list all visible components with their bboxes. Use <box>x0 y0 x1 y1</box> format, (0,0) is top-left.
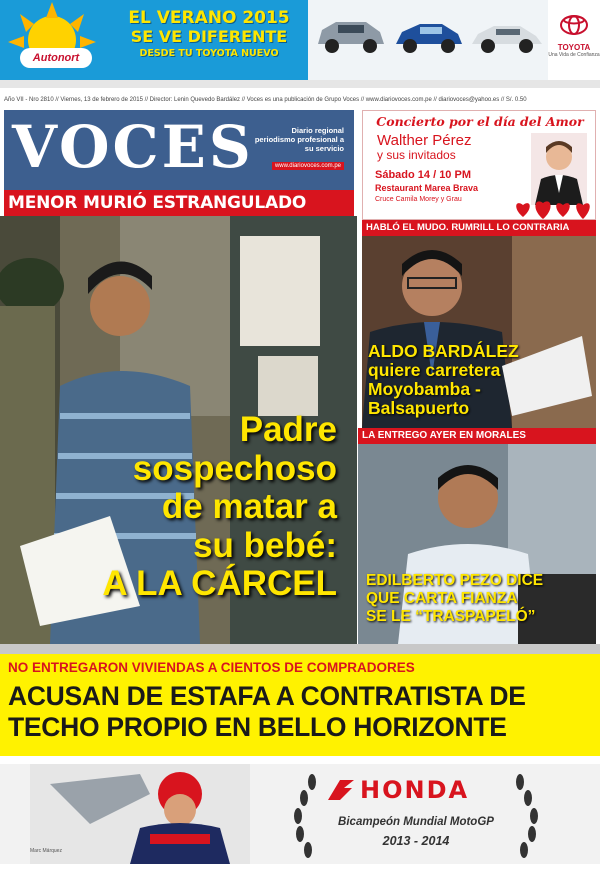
edition-info-line: Año VII - Nro 2810 // Viernes, 13 de febrero de 2015 // Director: Lenin Quevedo Bardález // Voces es una publicación de Grupo Voces // www.diariovoces.com.pe // diariovoces@yahoo.es // S/. 0.50 <box>4 97 527 103</box>
toyota-logo-box <box>548 0 600 80</box>
rider-signature-name: Marc Márquez <box>30 848 62 854</box>
motogp-champion-text: Bicampeón Mundial MotoGP <box>338 816 494 828</box>
lower-story-box[interactable] <box>0 654 600 756</box>
caption-line: ALDO BARDÁLEZ <box>368 341 519 361</box>
singer-portrait <box>531 133 587 205</box>
caption-line: SE LE “TRASPAPELÓ” <box>366 607 536 625</box>
hearts-icon <box>513 197 593 219</box>
ad-separator <box>0 80 600 88</box>
caption-line: Balsapuerto <box>368 397 470 418</box>
headline-line: A LA CÁRCEL <box>102 564 337 603</box>
main-headline[interactable] <box>37 411 337 604</box>
toyota-slogan <box>118 10 300 59</box>
concierto-ad[interactable] <box>362 110 596 220</box>
toyota-brand: TOYOTA <box>557 43 591 52</box>
toyota-tagline: Una Vida de Confianza <box>548 52 600 58</box>
caption-line: quiere carretera <box>368 359 501 380</box>
pezo-caption <box>366 572 543 625</box>
motogp-rider-image <box>30 764 250 864</box>
main-story-photo[interactable] <box>0 216 357 644</box>
concierto-address: Cruce Camila Morey y Grau <box>375 196 462 203</box>
section-strip-menor[interactable]: MENOR MURIÓ ESTRANGULADO <box>4 190 354 216</box>
toyota-emblem-icon <box>559 14 589 36</box>
car-lineup <box>308 0 548 80</box>
pezo-story-photo[interactable] <box>358 444 596 644</box>
newspaper-logo: VOCES <box>12 113 254 181</box>
toyota-ad-banner[interactable] <box>0 0 600 80</box>
headline-line: sospechoso <box>132 448 337 488</box>
concierto-title: Concierto por el día del Amor <box>376 114 584 129</box>
aldo-story-photo[interactable] <box>362 236 596 428</box>
artist-name: Walther Pérez <box>377 132 472 149</box>
honda-wing-icon <box>326 778 356 804</box>
honda-logo: HONDA <box>360 776 470 804</box>
lower-story-headline <box>8 681 598 742</box>
aldo-caption <box>368 342 519 418</box>
artist-guests: y sus invitados <box>377 147 456 162</box>
honda-ad-banner[interactable] <box>0 764 600 864</box>
headline-line: Padre <box>239 410 337 449</box>
suv-car-icon <box>314 14 388 58</box>
headline-line: TECHO PROPIO EN BELLO HORIZONTE <box>8 711 507 742</box>
headline-line: ACUSAN DE ESTAFA A CONTRATISTA DE <box>8 681 526 711</box>
slogan-line-2: SE VE DIFERENTE <box>130 27 288 46</box>
slogan-line-3: DESDE TU TOYOTA NUEVO <box>139 48 279 59</box>
caption-line: Moyobamba - <box>368 378 481 399</box>
motogp-years: 2013 - 2014 <box>382 834 450 848</box>
concierto-date: Sábado 14 / 10 PM <box>375 169 471 181</box>
caption-line: QUE CARTA FIANZA <box>366 589 518 607</box>
slogan-line-1: EL VERANO 2015 <box>128 8 290 28</box>
headline-line: de matar a <box>161 487 337 526</box>
concierto-artist <box>377 133 471 161</box>
headline-line: su bebé: <box>193 525 337 565</box>
section-strip-entrego[interactable]: LA ENTREGO AYER EN MORALES <box>358 428 596 444</box>
caption-line: EDILBERTO PEZO DICE <box>366 572 544 589</box>
section-strip-mudo[interactable]: HABLÓ EL MUDO. RUMRILL LO CONTRARIA <box>362 220 596 236</box>
concierto-venue: Restaurant Marea Brava <box>375 183 479 193</box>
sedan-car-icon <box>470 14 544 58</box>
autonort-logo: Autonort <box>20 48 92 68</box>
hatchback-car-icon <box>392 14 466 58</box>
newspaper-url[interactable]: www.diariovoces.com.pe <box>272 162 344 170</box>
section-separator <box>0 644 600 654</box>
masthead <box>4 110 354 190</box>
newspaper-tagline: Diario regional periodismo profesional a su servicio <box>254 126 344 153</box>
lower-story-kicker: NO ENTREGARON VIVIENDAS A CIENTOS DE COMPRADORES <box>8 660 415 675</box>
